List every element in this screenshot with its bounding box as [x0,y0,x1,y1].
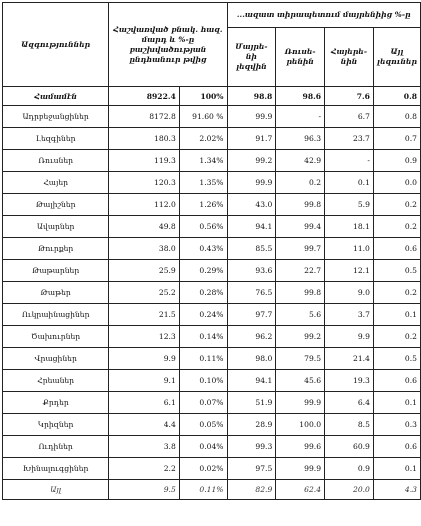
table-row [3,392,421,414]
row-percent: 1.34% [179,150,227,172]
row-name: Ուկրաինացիներ [3,304,109,326]
row-armenian: 19.3 [325,370,374,392]
row-population: 8922.4 [109,87,179,106]
row-other: 0.2 [373,194,420,216]
row-percent: 91.60 % [179,106,227,128]
row-percent: 0.10% [179,370,227,392]
row-name: Թաթարներ [3,260,109,282]
row-armenian: 5.9 [325,194,374,216]
table-row [3,172,421,194]
row-population: 49.8 [109,216,179,238]
row-armenian: 18.1 [325,216,374,238]
header-native: Մայրե-նի լեզվին [227,28,276,87]
table-row [3,436,421,458]
row-percent: 0.07% [179,392,227,414]
row-russian: 42.9 [276,150,325,172]
row-percent: 0.24% [179,304,227,326]
row-russian: - [276,106,325,128]
table-row [3,370,421,392]
row-native: 51.9 [227,392,276,414]
row-armenian: 12.1 [325,260,374,282]
row-percent: 0.11% [179,480,227,500]
row-armenian: 23.7 [325,128,374,150]
table-row [3,282,421,304]
row-other: 0.6 [373,436,420,458]
row-native: 28.9 [227,414,276,436]
row-name: Թաթեր [3,282,109,304]
row-name: Ռուսներ [3,150,109,172]
row-percent: 0.14% [179,326,227,348]
header-population: Հաշվառված բնակ. հազ. մարդ և %-ը բաշխվածության ընդհանուր թվից [109,3,227,87]
row-armenian: 60.9 [325,436,374,458]
row-other: 0.8 [373,106,420,128]
row-armenian: 0.1 [325,172,374,194]
row-name: Կրիզներ [3,414,109,436]
row-other: 0.8 [373,87,420,106]
row-other: 0.0 [373,172,420,194]
row-armenian: 20.0 [325,480,374,500]
row-russian: 79.5 [276,348,325,370]
row-russian: 99.9 [276,392,325,414]
row-russian: 100.0 [276,414,325,436]
row-native: 99.9 [227,106,276,128]
row-other: 0.6 [373,238,420,260]
row-armenian: 9.0 [325,282,374,304]
row-native: 94.1 [227,370,276,392]
row-russian: 22.7 [276,260,325,282]
row-native: 93.6 [227,260,276,282]
row-russian: 99.9 [276,458,325,480]
row-other: 0.1 [373,458,420,480]
row-other: 0.3 [373,414,420,436]
row-russian: 99.8 [276,194,325,216]
row-name: Ծախուրներ [3,326,109,348]
row-russian: 98.6 [276,87,325,106]
row-name: Ադրբեջանցիներ [3,106,109,128]
row-russian: 99.7 [276,238,325,260]
row-name: Թուրքեր [3,238,109,260]
row-other: 0.1 [373,392,420,414]
table-row [3,458,421,480]
row-native: 76.5 [227,282,276,304]
table-row [3,348,421,370]
table-row-total [3,87,421,106]
row-name: Վրացիներ [3,348,109,370]
row-population: 38.0 [109,238,179,260]
row-armenian: 3.7 [325,304,374,326]
row-percent: 0.43% [179,238,227,260]
row-percent: 0.28% [179,282,227,304]
row-name: Այլ [3,480,109,500]
table-row [3,414,421,436]
table-row [3,128,421,150]
row-other: 4.3 [373,480,420,500]
row-population: 3.8 [109,436,179,458]
table-row [3,106,421,128]
row-name: Խինալուգցիներ [3,458,109,480]
table-row [3,260,421,282]
table-row [3,194,421,216]
row-armenian: 11.0 [325,238,374,260]
row-name: Հայեր [3,172,109,194]
row-other: 0.5 [373,348,420,370]
row-russian: 45.6 [276,370,325,392]
row-armenian: 21.4 [325,348,374,370]
row-population: 4.4 [109,414,179,436]
row-population: 21.5 [109,304,179,326]
row-name: Հրեաներ [3,370,109,392]
row-name: Քրդեր [3,392,109,414]
row-population: 2.2 [109,458,179,480]
row-native: 85.5 [227,238,276,260]
row-percent: 0.29% [179,260,227,282]
row-native: 82.9 [227,480,276,500]
row-native: 43.0 [227,194,276,216]
row-russian: 0.2 [276,172,325,194]
row-percent: 2.02% [179,128,227,150]
row-population: 6.1 [109,392,179,414]
row-population: 25.2 [109,282,179,304]
row-percent: 1.26% [179,194,227,216]
table-row [3,238,421,260]
row-population: 112.0 [109,194,179,216]
header-other-languages: Այլ լեզուներ [373,28,420,87]
row-other: 0.9 [373,150,420,172]
language-table [2,2,421,500]
row-other: 0.2 [373,216,420,238]
header-group: ...ազատ տիրապետում մայրենիից %-ը [227,3,420,28]
row-native: 99.3 [227,436,276,458]
row-population: 180.3 [109,128,179,150]
table-row [3,150,421,172]
row-percent: 100% [179,87,227,106]
row-other: 0.2 [373,326,420,348]
row-other: 0.1 [373,304,420,326]
row-population: 9.5 [109,480,179,500]
row-name: Ավարներ [3,216,109,238]
table-row [3,216,421,238]
row-population: 8172.8 [109,106,179,128]
row-armenian: 9.9 [325,326,374,348]
row-armenian: 0.9 [325,458,374,480]
row-russian: 99.8 [276,282,325,304]
row-population: 9.9 [109,348,179,370]
row-other: 0.7 [373,128,420,150]
row-name: Լեզգիներ [3,128,109,150]
row-russian: 62.4 [276,480,325,500]
header-armenian: Հայերե-նին [325,28,374,87]
row-native: 94.1 [227,216,276,238]
row-name: Ուդիներ [3,436,109,458]
table-row [3,326,421,348]
row-native: 91.7 [227,128,276,150]
row-other: 0.6 [373,370,420,392]
row-armenian: 7.6 [325,87,374,106]
row-armenian: 8.5 [325,414,374,436]
row-russian: 99.4 [276,216,325,238]
row-percent: 0.05% [179,414,227,436]
row-native: 99.2 [227,150,276,172]
row-armenian: 6.7 [325,106,374,128]
row-native: 97.5 [227,458,276,480]
row-name: Թալիշներ [3,194,109,216]
row-population: 9.1 [109,370,179,392]
row-native: 99.9 [227,172,276,194]
header-russian: Ռուսե-րենին [276,28,325,87]
row-population: 119.3 [109,150,179,172]
row-native: 98.0 [227,348,276,370]
row-percent: 0.11% [179,348,227,370]
table-row [3,304,421,326]
row-russian: 5.6 [276,304,325,326]
row-percent: 1.35% [179,172,227,194]
header-nationality: Ազգություններ [3,3,109,87]
row-russian: 99.6 [276,436,325,458]
row-armenian: 6.4 [325,392,374,414]
row-percent: 0.04% [179,436,227,458]
row-population: 12.3 [109,326,179,348]
row-native: 97.7 [227,304,276,326]
table-row-other [3,480,421,500]
row-russian: 99.2 [276,326,325,348]
row-other: 0.2 [373,282,420,304]
row-name: Համամէն [3,87,109,106]
row-native: 96.2 [227,326,276,348]
row-population: 120.3 [109,172,179,194]
row-russian: 96.3 [276,128,325,150]
row-armenian: - [325,150,374,172]
row-native: 98.8 [227,87,276,106]
row-other: 0.5 [373,260,420,282]
row-population: 25.9 [109,260,179,282]
row-percent: 0.56% [179,216,227,238]
row-percent: 0.02% [179,458,227,480]
